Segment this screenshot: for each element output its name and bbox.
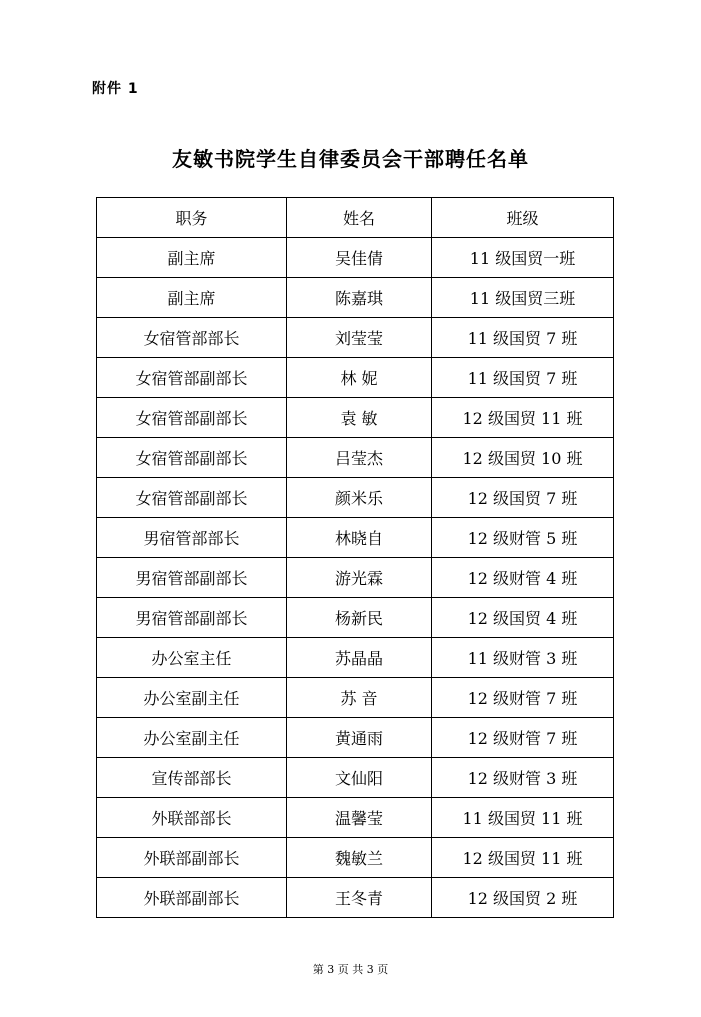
cell-name: 林 妮 [287,358,432,398]
cell-position: 外联部副部长 [97,878,287,918]
cell-class: 12 级国贸 4 班 [432,598,614,638]
cell-name: 苏 音 [287,678,432,718]
cell-position: 男宿管部副部长 [97,558,287,598]
cell-position: 宣传部部长 [97,758,287,798]
table-header-row [97,198,614,238]
table-row [97,238,614,278]
table-row [97,478,614,518]
table-row [97,318,614,358]
cell-class: 11 级国贸三班 [432,278,614,318]
table-row [97,838,614,878]
cell-class: 12 级财管 7 班 [432,718,614,758]
table-row [97,798,614,838]
table-row [97,598,614,638]
table-row [97,878,614,918]
document-title: 友敏书院学生自律委员会干部聘任名单 [172,147,529,171]
cell-class: 12 级财管 7 班 [432,678,614,718]
cell-class: 11 级国贸 7 班 [432,358,614,398]
table-row [97,398,614,438]
appointment-table [96,197,614,918]
cell-name: 文仙阳 [287,758,432,798]
cell-position: 男宿管部副部长 [97,598,287,638]
cell-name: 袁 敏 [287,398,432,438]
cell-name: 温馨莹 [287,798,432,838]
cell-class: 12 级国贸 2 班 [432,878,614,918]
cell-name: 陈嘉琪 [287,278,432,318]
table-row [97,678,614,718]
page-footer: 第 3 页 共 3 页 [312,963,389,976]
cell-position: 女宿管部部长 [97,318,287,358]
table-row [97,638,614,678]
cell-position: 外联部副部长 [97,838,287,878]
cell-position: 女宿管部副部长 [97,398,287,438]
cell-position: 外联部部长 [97,798,287,838]
cell-class: 11 级国贸 7 班 [432,318,614,358]
cell-position: 女宿管部副部长 [97,438,287,478]
cell-class: 12 级国贸 11 班 [432,838,614,878]
cell-name: 林晓自 [287,518,432,558]
cell-class: 11 级财管 3 班 [432,638,614,678]
table-row [97,758,614,798]
cell-class: 12 级国贸 11 班 [432,398,614,438]
cell-class: 11 级国贸 11 班 [432,798,614,838]
cell-class: 11 级国贸一班 [432,238,614,278]
table-row [97,278,614,318]
cell-name: 刘莹莹 [287,318,432,358]
header-position: 职务 [97,198,287,238]
table-row [97,438,614,478]
cell-class: 12 级财管 3 班 [432,758,614,798]
cell-class: 12 级财管 5 班 [432,518,614,558]
cell-name: 吕莹杰 [287,438,432,478]
attachment-label: 附件 1 [92,81,139,97]
cell-name: 王冬青 [287,878,432,918]
cell-name: 魏敏兰 [287,838,432,878]
table-row [97,558,614,598]
cell-position: 副主席 [97,278,287,318]
cell-position: 女宿管部副部长 [97,478,287,518]
header-class: 班级 [432,198,614,238]
cell-name: 游光霖 [287,558,432,598]
header-name: 姓名 [287,198,432,238]
cell-name: 黄通雨 [287,718,432,758]
cell-name: 颜米乐 [287,478,432,518]
cell-name: 杨新民 [287,598,432,638]
cell-position: 男宿管部部长 [97,518,287,558]
table-row [97,358,614,398]
cell-class: 12 级财管 4 班 [432,558,614,598]
table-row [97,718,614,758]
cell-name: 苏晶晶 [287,638,432,678]
cell-name: 吴佳倩 [287,238,432,278]
cell-position: 办公室副主任 [97,678,287,718]
cell-position: 女宿管部副部长 [97,358,287,398]
cell-position: 办公室副主任 [97,718,287,758]
cell-position: 办公室主任 [97,638,287,678]
table-row [97,518,614,558]
cell-class: 12 级国贸 10 班 [432,438,614,478]
cell-position: 副主席 [97,238,287,278]
cell-class: 12 级国贸 7 班 [432,478,614,518]
